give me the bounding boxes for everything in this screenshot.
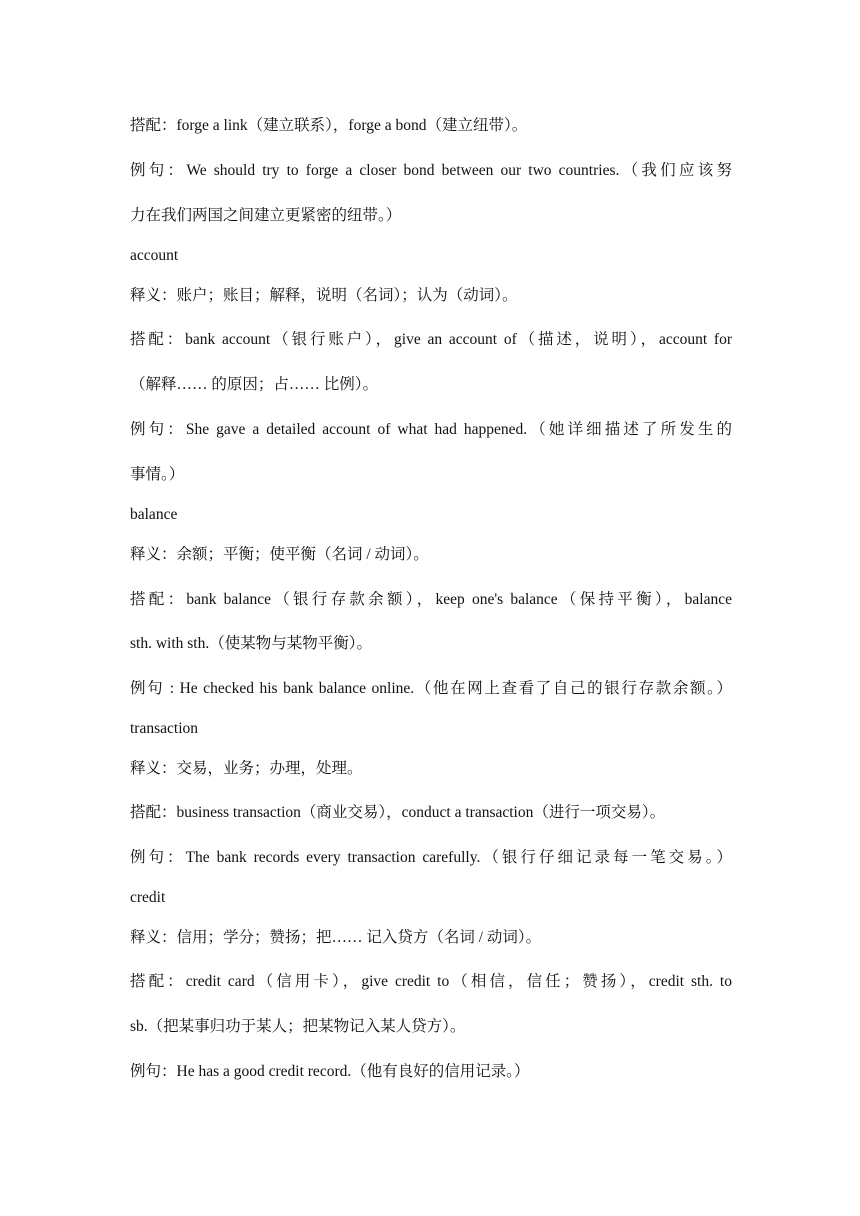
example-credit: 例句：He has a good credit record.（他有良好的信用记录。） — [130, 1063, 530, 1080]
example-forge-line2: 力在我们两国之间建立更紧密的纽带。） — [130, 207, 402, 224]
definition-balance: 释义：余额；平衡；使平衡（名词 / 动词）。 — [130, 546, 429, 563]
example-account-line1: 例句：She gave a detailed account of what had happened.（她详细描述了所发生的 — [130, 421, 732, 438]
word-heading-balance: balance — [130, 506, 178, 523]
example-balance: 例句 : He checked his bank balance online.（他在网上查看了自己的银行存款余额。） — [130, 680, 732, 697]
collocation-account-line2: （解释…… 的原因；占…… 比例）。 — [130, 376, 379, 393]
collocation-credit-line2: sb.（把某事归功于某人；把某物记入某人贷方）。 — [130, 1018, 466, 1035]
collocation-credit-line1: 搭配：credit card（信用卡），give credit to（相信，信任；赞扬），credit sth. to — [130, 973, 732, 990]
collocation-balance-line1: 搭配：bank balance（银行存款余额），keep one's balance（保持平衡），balance — [130, 591, 732, 608]
collocation-account-line1: 搭配：bank account（银行账户），give an account of（描述，说明），account for — [130, 331, 732, 348]
word-heading-credit: credit — [130, 889, 166, 906]
definition-transaction: 释义：交易，业务；办理，处理。 — [130, 760, 363, 777]
definition-account: 释义：账户；账目；解释，说明（名词）；认为（动词）。 — [130, 287, 518, 304]
collocation-forge: 搭配：forge a link（建立联系），forge a bond（建立纽带）。 — [130, 117, 528, 134]
example-transaction: 例句：The bank records every transaction carefully.（银行仔细记录每一笔交易。） — [130, 849, 732, 866]
definition-credit: 释义：信用；学分；赞扬；把…… 记入贷方（名词 / 动词）。 — [130, 929, 542, 946]
word-heading-transaction: transaction — [130, 720, 199, 737]
word-heading-account: account — [130, 247, 179, 264]
example-account-line2: 事情。） — [130, 466, 185, 483]
example-forge-line1: 例句：We should try to forge a closer bond between our two countries.（我们应该努 — [130, 162, 732, 179]
collocation-balance-line2: sth. with sth.（使某物与某物平衡）。 — [130, 635, 372, 652]
collocation-transaction: 搭配：business transaction（商业交易），conduct a transaction（进行一项交易）。 — [130, 804, 666, 821]
